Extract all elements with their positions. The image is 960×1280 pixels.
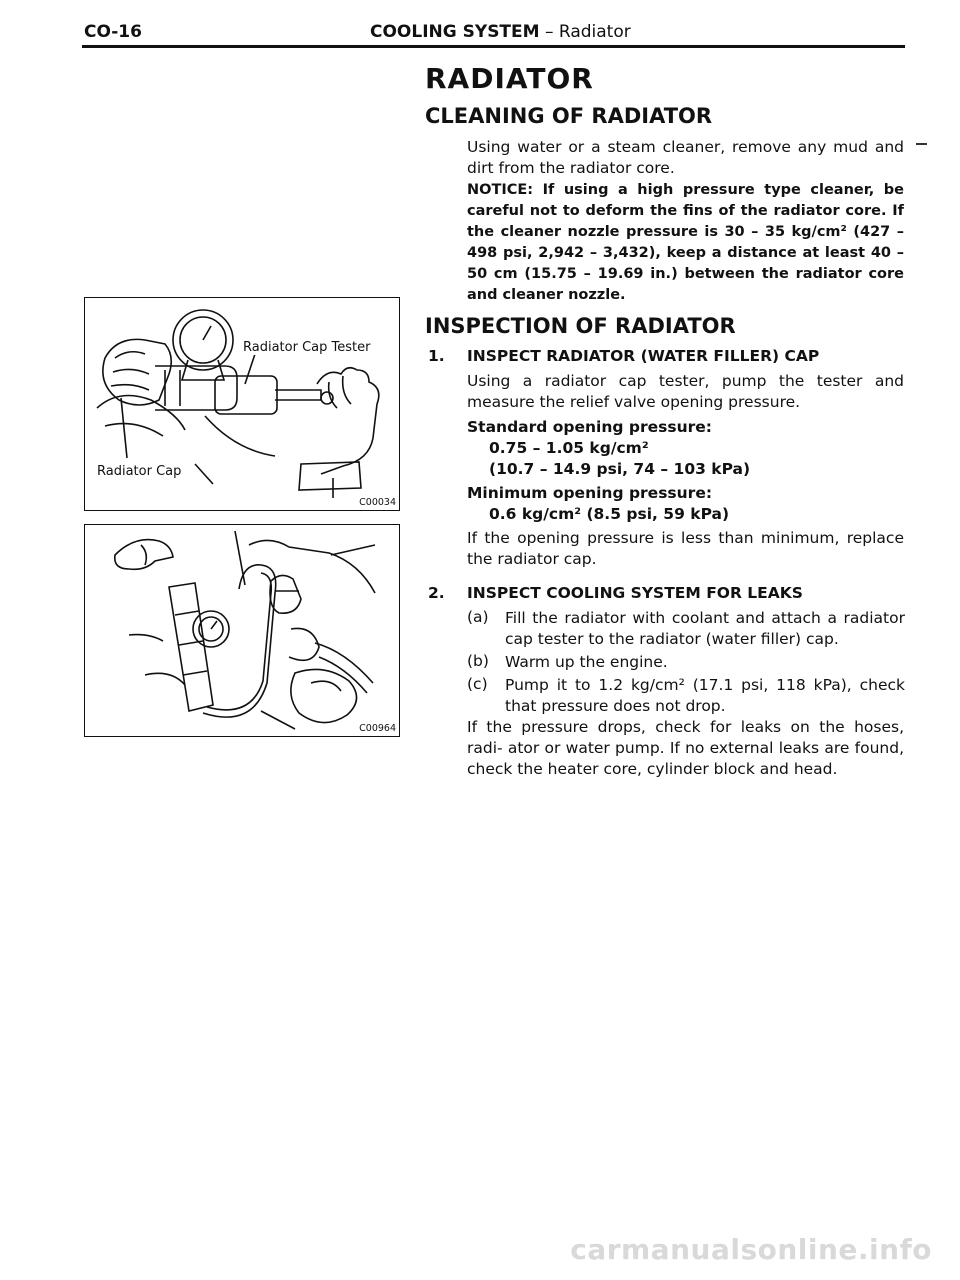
standard-pressure-value-1: 0.75 – 1.05 kg/cm² (489, 439, 649, 457)
margin-dash (916, 143, 927, 145)
step1-note: If the opening pressure is less than minimum, replace the radiator cap. (467, 529, 904, 568)
page-title: RADIATOR (425, 62, 594, 95)
standard-pressure-value-2: (10.7 – 14.9 psi, 74 – 103 kPa) (489, 460, 751, 478)
step2-number: 2. (428, 584, 445, 602)
step2c-letter: (c) (467, 675, 488, 693)
step2-note: If the pressure drops, check for leaks on the hoses, radi- ator or water pump. If no external leaks are found, check the heater core, cylinder block and head. (467, 718, 904, 778)
cleaning-heading: CLEANING OF RADIATOR (425, 104, 713, 128)
header-separator: – (544, 22, 554, 42)
page-number: CO-16 (84, 22, 142, 42)
step2a-text: Fill the radiator with coolant and attach a radiator cap tester to the radiator (water filler) cap. (505, 609, 905, 648)
figure-code: C00034 (359, 497, 396, 508)
step2b-text: Warm up the engine. (505, 653, 668, 671)
section-title: COOLING SYSTEM (370, 22, 540, 42)
watermark: carmanualsonline.info (570, 1233, 932, 1266)
inspection-heading: INSPECTION OF RADIATOR (425, 314, 736, 338)
step2c-text: Pump it to 1.2 kg/cm² (17.1 psi, 118 kPa), check that pressure does not drop. (505, 676, 905, 715)
step2b-letter: (b) (467, 652, 489, 670)
label-radiator-cap: Radiator Cap (97, 464, 182, 479)
step1-number: 1. (428, 347, 445, 365)
minimum-pressure-label: Minimum opening pressure: (467, 484, 713, 502)
leak-check-illustration (85, 525, 399, 736)
header-rule (82, 45, 905, 48)
step1-text: Using a radiator cap tester, pump the tester and measure the relief valve opening pressure. (467, 372, 904, 411)
minimum-pressure-value: 0.6 kg/cm² (8.5 psi, 59 kPa) (489, 505, 730, 523)
step1-title: INSPECT RADIATOR (WATER FILLER) CAP (467, 347, 820, 365)
step2-title: INSPECT COOLING SYSTEM FOR LEAKS (467, 584, 803, 602)
figure-code: C00964 (359, 723, 396, 734)
cleaning-intro: Using water or a steam cleaner, remove any mud and dirt from the radiator core. (467, 138, 904, 177)
section-header (370, 22, 631, 42)
section-subtitle: Radiator (558, 22, 631, 42)
step2a-letter: (a) (467, 608, 489, 626)
figure-cap-tester (84, 297, 400, 511)
cleaning-notice: NOTICE: If using a high pressure type cleaner, be careful not to deform the fins of the radiator core. If the cleaner nozzle pressure is 30 – 35 kg/cm² (427 – 498 psi, 2,942 – 3,432), keep a distance at least 40 – 50 cm (15.75 – 19.69 in.) between the radiator core and cleaner nozzle. (467, 182, 904, 303)
standard-pressure-label: Standard opening pressure: (467, 418, 712, 436)
figure-leak-check (84, 524, 400, 737)
label-radiator-cap-tester: Radiator Cap Tester (243, 340, 371, 355)
